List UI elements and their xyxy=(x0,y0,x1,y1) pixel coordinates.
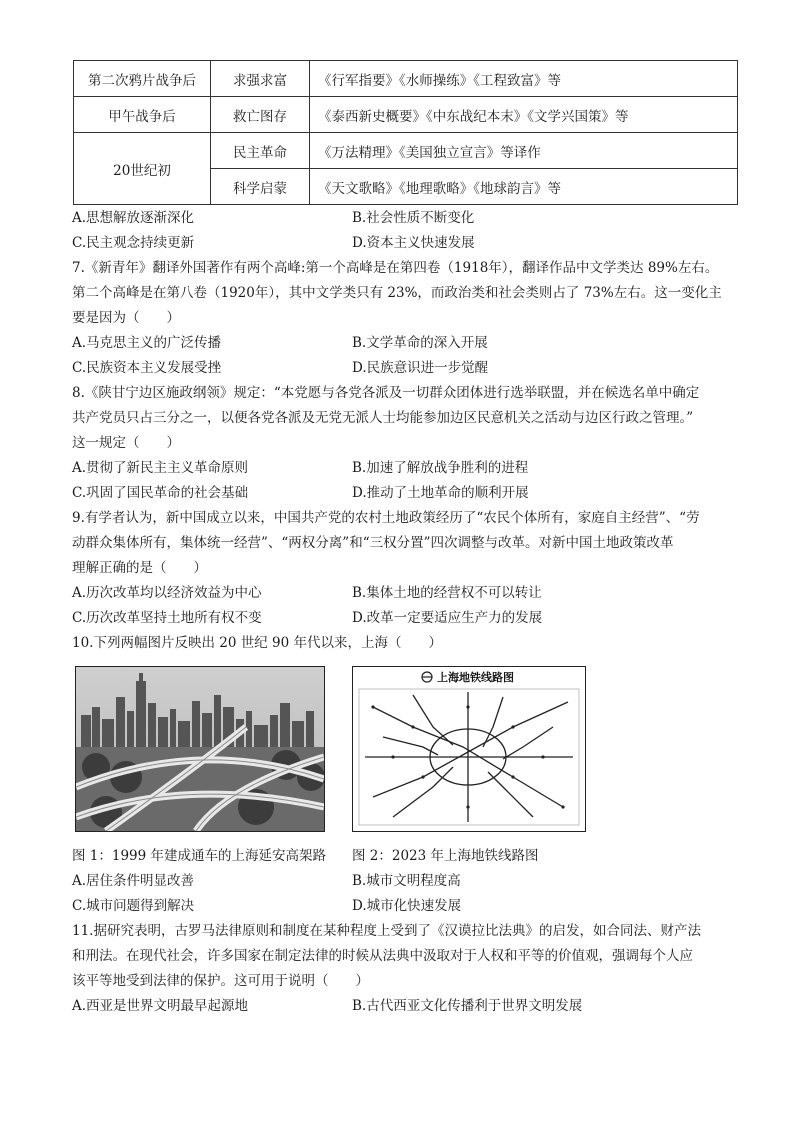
figure1-caption: 图 1：1999 年建成通车的上海延安高架路 xyxy=(72,848,327,864)
q7-option-a: A.马克思主义的广泛传播 xyxy=(72,335,222,351)
table-cell-theme: 民主革命 xyxy=(211,133,310,169)
table-row xyxy=(74,61,738,97)
q10-option-a: A.居住条件明显改善 xyxy=(72,873,195,889)
q9-option-d: D.改革一定要适应生产力的发展 xyxy=(352,610,543,626)
table-cell-theme: 科学启蒙 xyxy=(211,169,310,205)
q7-stem-line3: 要是因为（ ） xyxy=(72,310,180,326)
q8-stem-line2: 共产党员只占三分之一，以便各党各派及无党无派人士均能参加边区民意机关之活动与边区行政之管理。” xyxy=(72,410,694,426)
q11-stem-line3: 该平等地受到法律的保护。这可用于说明（ ） xyxy=(72,973,369,989)
metro-map-illustration xyxy=(353,667,585,831)
q9-stem-line2: 动群众集体所有，集体统一经营”、“两权分离”和“三权分置”四次调整与改革。对新中国土地政策改革 xyxy=(72,535,674,551)
q7-option-d: D.民族意识进一步觉醒 xyxy=(352,360,489,376)
table-row xyxy=(74,97,738,133)
q9-option-a: A.历次改革均以经济效益为中心 xyxy=(72,585,262,601)
q9-stem-line3: 理解正确的是（ ） xyxy=(72,560,207,576)
q7-stem-line1: 7.《新青年》翻译外国著作有两个高峰:第一个高峰是在第四卷（1918年），翻译作品中文学类达 89%左右。 xyxy=(72,260,719,276)
table-row xyxy=(74,133,738,169)
figure2-metro-map xyxy=(352,666,586,832)
translation-table xyxy=(73,60,738,205)
q11-option-b: B.古代西亚文化传播利于世界文明发展 xyxy=(352,998,583,1014)
q7-option-b: B.文学革命的深入开展 xyxy=(352,335,488,351)
table-cell-theme: 求强求富 xyxy=(211,61,310,97)
q7-stem-line2: 第二个高峰是在第八卷（1920年），其中文学类只有 23%，而政治类和社会类则占了 73%左右。这一变化主 xyxy=(72,285,722,301)
highway-illustration xyxy=(76,667,324,831)
q8-option-b: B.加速了解放战争胜利的进程 xyxy=(352,460,529,476)
q9-option-b: B.集体土地的经营权不可以转让 xyxy=(352,585,542,601)
q8-option-d: D.推动了土地革命的顺利开展 xyxy=(352,485,529,501)
table-cell-theme: 救亡图存 xyxy=(211,97,310,133)
q8-option-c: C.巩固了国民革命的社会基础 xyxy=(72,485,249,501)
q11-stem-line2: 和刑法。在现代社会，许多国家在制定法律的时候从法典中汲取对于人权和平等的价值观，强调每个人应 xyxy=(72,948,693,964)
q8-stem-line1: 8.《陕甘宁边区施政纲领》规定：“本党愿与各党各派及一切群众团体进行选举联盟，并在候选名单中确定 xyxy=(72,385,700,401)
q6-option-d: D.资本主义快速发展 xyxy=(352,235,475,251)
q9-option-c: C.历次改革坚持土地所有权不变 xyxy=(72,610,262,626)
q11-stem-line1: 11.据研究表明，古罗马法律原则和制度在某种程度上受到了《汉谟拉比法典》的启发，如合同法、财产法 xyxy=(72,923,701,939)
q9-stem-line1: 9.有学者认为，新中国成立以来，中国共产党的农村土地政策经历了“农民个体所有，家庭自主经营”、“劳 xyxy=(72,510,700,526)
q11-option-a: A.西亚是世界文明最早起源地 xyxy=(72,998,249,1014)
figure1-highway-photo xyxy=(75,666,325,832)
map-title: 上海地铁线路图 xyxy=(437,672,514,684)
table-cell-works: 《泰西新史概要》《中东战纪本末》《文学兴国策》等 xyxy=(310,97,738,133)
table-cell-works: 《行军指要》《水师操练》《工程致富》等 xyxy=(310,61,738,97)
q10-option-c: C.城市问题得到解决 xyxy=(72,898,195,914)
q6-option-b: B.社会性质不断变化 xyxy=(352,210,475,226)
q10-option-b: B.城市文明程度高 xyxy=(352,873,461,889)
table-cell-works: 《万法精理》《美国独立宣言》等译作 xyxy=(310,133,738,169)
figure2-caption: 图 2：2023 年上海地铁线路图 xyxy=(352,848,539,864)
q6-option-c: C.民主观念持续更新 xyxy=(72,235,195,251)
table-cell-period: 第二次鸦片战争后 xyxy=(74,61,211,97)
table-cell-period: 甲午战争后 xyxy=(74,97,211,133)
q8-option-a: A.贯彻了新民主主义革命原则 xyxy=(72,460,249,476)
q6-option-a: A.思想解放逐渐深化 xyxy=(72,210,195,226)
q7-option-c: C.民族资本主义发展受挫 xyxy=(72,360,222,376)
table-cell-period: 20世纪初 xyxy=(74,133,211,205)
q10-stem-line1: 10.下列两幅图片反映出 20 世纪 90 年代以来，上海（ ） xyxy=(72,635,442,651)
q8-stem-line3: 这一规定（ ） xyxy=(72,435,180,451)
q10-option-d: D.城市化快速发展 xyxy=(352,898,462,914)
table-cell-works: 《天文歌略》《地理歌略》《地球韵言》等 xyxy=(310,169,738,205)
